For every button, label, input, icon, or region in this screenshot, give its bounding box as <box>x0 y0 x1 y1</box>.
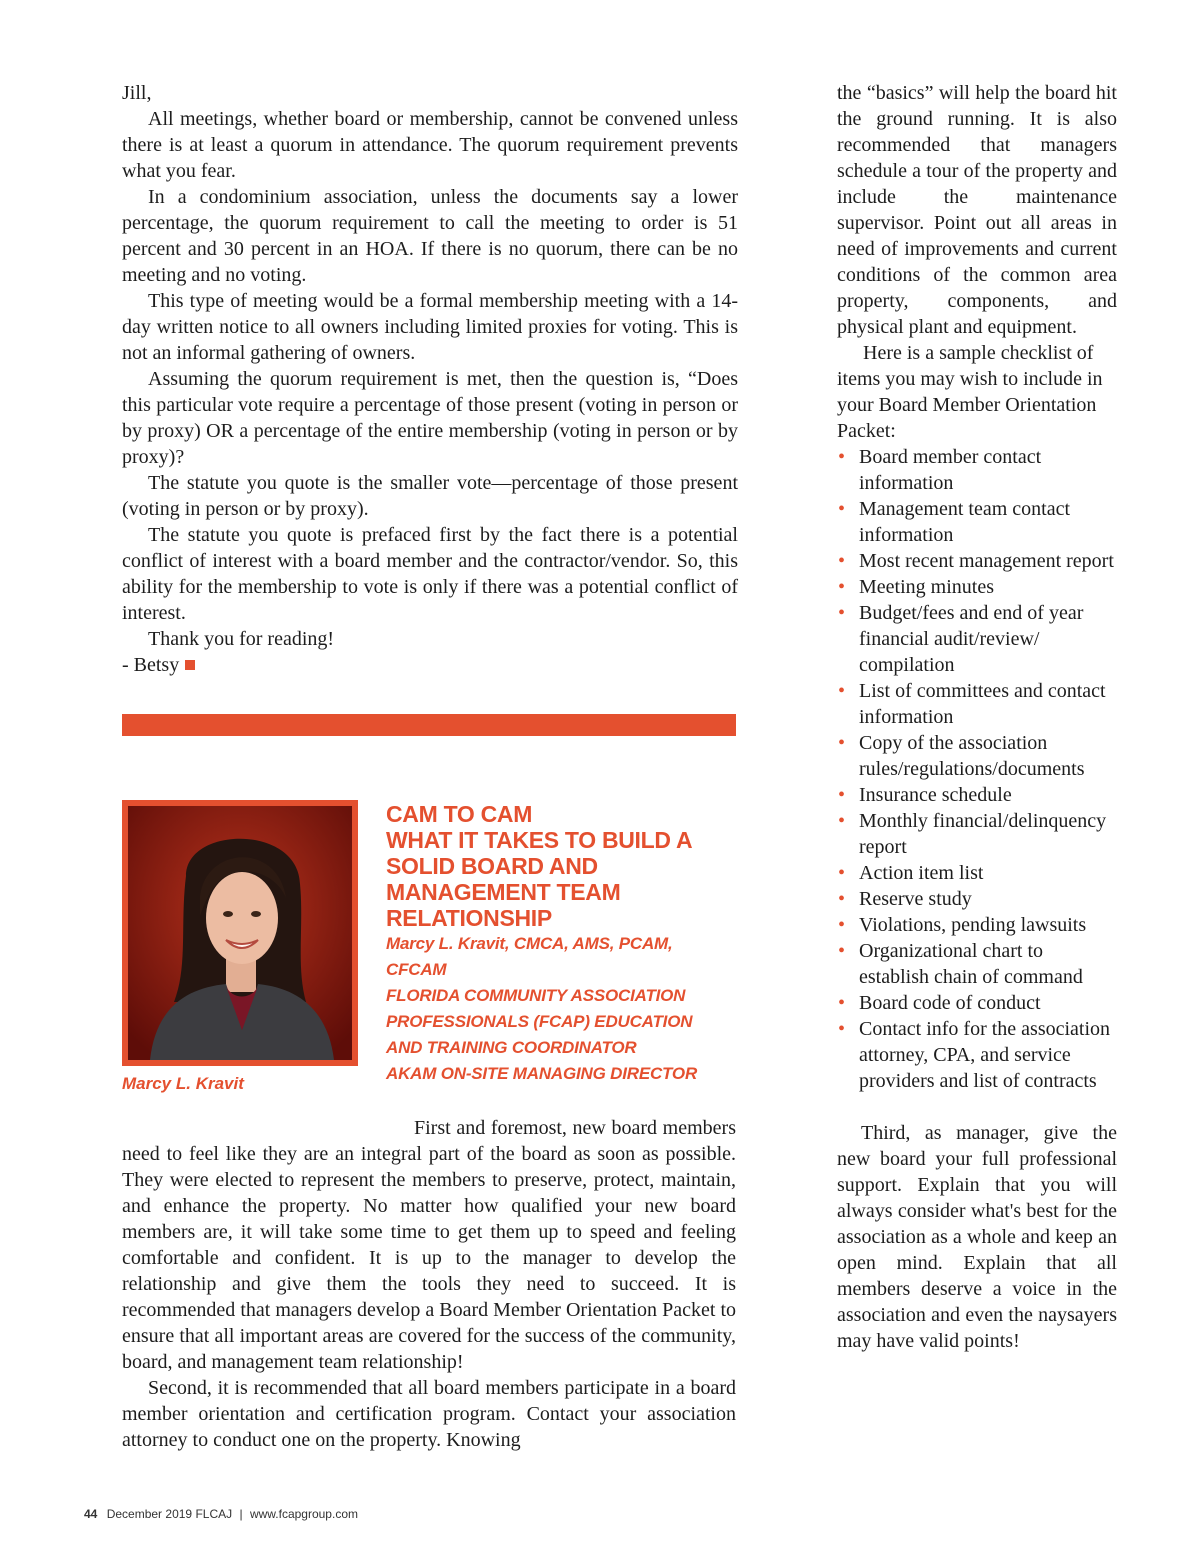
checklist-item-text: Meeting minutes <box>859 576 994 598</box>
checklist-item-text: Reserve study <box>859 888 972 910</box>
checklist-item <box>837 678 1117 730</box>
signoff-text: - Betsy <box>122 654 180 676</box>
letter-paragraph: This type of meeting would be a formal membership meeting with a 14-day written notice to all owners including limited proxies for voting. This is not an informal gathering of owners. <box>122 290 738 364</box>
checklist-item-text: List of committees and contact information <box>859 680 1106 728</box>
author-byline-line: AND TRAINING COORDINATOR <box>386 1038 637 1057</box>
checklist-item <box>837 1016 1117 1094</box>
checklist-item <box>837 808 1117 860</box>
article-paragraph: First and foremost, new board members need to feel like they are an integral part of the board as soon as possible. They were elected to represent the members to preserve, protect, maintain, and enhance the property. No matter how qualified your new board members are, it will take some time to get them up to speed and feeling comfortable and confident. It is up to the manager to develop the relationship and give them the tools they need to succeed. It is recommended that managers develop a Board Member Orientation Packet to ensure that all important areas are covered for the success of the community, board, and management team relationship! <box>122 1117 736 1373</box>
checklist-item <box>837 574 1117 600</box>
author-byline-line: FLORIDA COMMUNITY ASSOCIATION <box>386 986 686 1005</box>
checklist-item-text: Contact info for the association attorney, CPA, and service providers and list of contracts <box>859 1018 1111 1092</box>
publication-name: FLCAJ <box>195 1507 233 1521</box>
bullet-icon: • <box>838 784 846 806</box>
checklist-item-text: Organizational chart to establish chain of command <box>859 940 1083 988</box>
checklist-item-text: Copy of the association rules/regulations/documents <box>859 732 1085 780</box>
author-photo-frame <box>122 800 358 1066</box>
letter-reply <box>122 80 738 678</box>
portrait-illustration <box>128 806 352 1060</box>
bullet-icon: • <box>838 810 846 832</box>
checklist-item-text: Monthly financial/delinquency report <box>859 810 1107 858</box>
checklist-item <box>837 730 1117 782</box>
article-headline-line: MANAGEMENT TEAM <box>386 879 621 905</box>
checklist-intro: Here is a sample checklist of items you may wish to include in your Board Member Orientation Packet: <box>837 342 1103 442</box>
checklist-item-text: Management team contact information <box>859 498 1071 546</box>
article-paragraph: Third, as manager, give the new board your full professional support. Explain that you will always consider what's best for the association as a whole and keep an open mind. Explain that all members deserve a voice in the association and even the naysayers may have valid points! <box>837 1122 1117 1352</box>
checklist-item-text: Violations, pending lawsuits <box>859 914 1087 936</box>
article-headline-line: RELATIONSHIP <box>386 905 552 931</box>
bullet-icon: • <box>838 732 846 754</box>
checklist-item <box>837 938 1117 990</box>
letter-paragraph: The statute you quote is the smaller vote—percentage of those present (voting in person or by proxy). <box>122 472 738 520</box>
article-headline-line: WHAT IT TAKES TO BUILD A <box>386 827 693 853</box>
author-byline-line: Marcy L. Kravit, CMCA, AMS, PCAM, <box>386 934 673 953</box>
letter-paragraph: The statute you quote is prefaced first by the fact there is a potential conflict of interest with a board member and the contractor/vendor. So, this ability for the membership to vote is only if there was a potential conflict of interest. <box>122 524 738 624</box>
article-headline-line: SOLID BOARD AND <box>386 853 598 879</box>
page-footer <box>84 1507 358 1521</box>
article-heading <box>386 801 726 1087</box>
checklist-item <box>837 444 1117 496</box>
checklist-item <box>837 990 1117 1016</box>
letter-signoff <box>122 652 738 678</box>
checklist-item <box>837 886 1117 912</box>
author-byline-line: PROFESSIONALS (FCAP) EDUCATION <box>386 1012 693 1031</box>
footer-separator: | <box>239 1507 243 1521</box>
bullet-icon: • <box>838 992 846 1014</box>
checklist-item <box>837 600 1117 678</box>
checklist-item-text: Insurance schedule <box>859 784 1012 806</box>
photo-caption: Marcy L. Kravit <box>122 1074 244 1093</box>
bullet-icon: • <box>838 680 846 702</box>
checklist-item-text: Action item list <box>859 862 984 884</box>
bullet-icon: • <box>838 914 846 936</box>
checklist-item-text: Most recent management report <box>859 550 1114 572</box>
end-of-article-mark <box>185 660 195 670</box>
page-number: 44 <box>84 1507 98 1521</box>
article-kicker: CAM TO CAM <box>386 801 533 827</box>
bullet-icon: • <box>838 576 846 598</box>
bullet-icon: • <box>838 1018 846 1040</box>
checklist-item <box>837 912 1117 938</box>
author-byline-line: AKAM ON-SITE MANAGING DIRECTOR <box>386 1064 698 1083</box>
bullet-icon: • <box>838 862 846 884</box>
article-paragraph: the “basics” will help the board hit the ground running. It is also recommended that managers schedule a tour of the property and include the maintenance supervisor. Point out all areas in need of improvements and current conditions of the common area property, components, and physical plant and equipment. <box>837 82 1117 338</box>
letter-paragraph: All meetings, whether board or membership, cannot be convened unless there is at least a quorum in attendance. The quorum requirement prevents what you fear. <box>122 108 738 182</box>
section-divider-bar <box>122 714 736 736</box>
author-byline-line: CFCAM <box>386 960 447 979</box>
website-link[interactable]: www.fcapgroup.com <box>249 1507 358 1521</box>
bullet-icon: • <box>838 602 846 624</box>
author-photo <box>128 806 352 1060</box>
orientation-checklist <box>837 444 1117 1094</box>
checklist-item <box>837 782 1117 808</box>
letter-paragraph: Thank you for reading! <box>148 628 335 650</box>
bullet-icon: • <box>838 888 846 910</box>
checklist-item <box>837 548 1117 574</box>
bullet-icon: • <box>838 446 846 468</box>
checklist-item-text: Board member contact information <box>859 446 1042 494</box>
checklist-item <box>837 496 1117 548</box>
letter-paragraph: Assuming the quorum requirement is met, then the question is, “Does this particular vote require a percentage of those present (voting in person or by proxy) OR a percentage of the entire membership (voting in person or by proxy)? <box>122 368 738 468</box>
letter-greeting: Jill, <box>122 82 152 104</box>
bullet-icon: • <box>838 940 846 962</box>
article-body-left <box>122 1115 736 1453</box>
bullet-icon: • <box>838 550 846 572</box>
checklist-item <box>837 860 1117 886</box>
article-body-right <box>837 80 1117 1354</box>
checklist-item-text: Budget/fees and end of year financial audit/review/ compilation <box>859 602 1084 676</box>
letter-paragraph: In a condominium association, unless the documents say a lower percentage, the quorum requirement to call the meeting to order is 51 percent and 30 percent in an HOA. If there is no quorum, there can be no meeting and no voting. <box>122 186 738 286</box>
issue-date: December 2019 <box>106 1507 193 1521</box>
checklist-item-text: Board code of conduct <box>859 992 1041 1014</box>
article-paragraph: Second, it is recommended that all board members participate in a board member orientation and certification program. Contact your association attorney to conduct one on the property. Knowing <box>122 1377 736 1451</box>
bullet-icon: • <box>838 498 846 520</box>
